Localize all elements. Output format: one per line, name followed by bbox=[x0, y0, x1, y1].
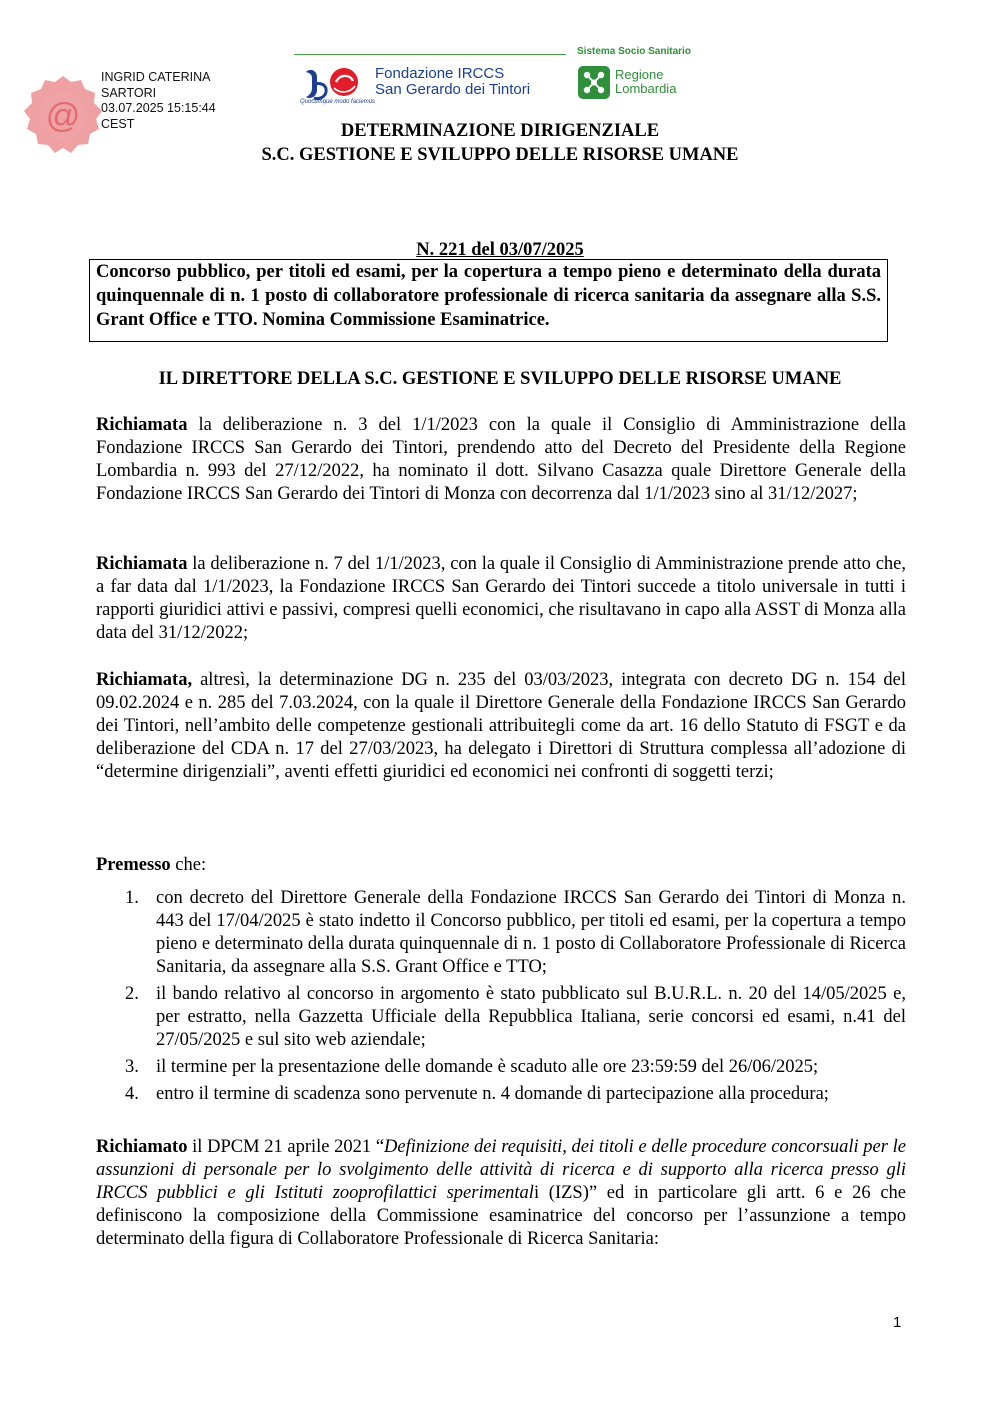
svg-text:@: @ bbox=[45, 97, 81, 135]
document-subtitle: S.C. GESTIONE E SVILUPPO DELLE RISORSE UMANE bbox=[261, 145, 739, 165]
list-item bbox=[96, 1083, 906, 1106]
paragraph-text: il DPCM 21 aprile 2021 “ bbox=[187, 1137, 385, 1157]
paragraph-text: che: bbox=[170, 855, 207, 875]
fondazione-name-line2: San Gerardo dei Tintori bbox=[375, 81, 531, 98]
fondazione-name-line1: Fondazione IRCCS bbox=[375, 65, 505, 82]
director-heading: IL DIRETTORE DELLA S.C. GESTIONE E SVILUPPO DELLE RISORSE UMANE bbox=[158, 369, 842, 389]
digital-signature-seal-icon bbox=[22, 74, 104, 156]
paragraph-text: altresì, la determinazione DG n. 235 del 03/03/2023, integrata con decreto DG n. 154 del 09.02.2024 e n. 285 del 7.03.2024, con la quale il Direttore Generale della Fondazione IRCCS San Gerardo dei Tintori, nell’ambito delle competenze gestionali attribuitegli come da art. 16 dello Statuto di FSGT e da deliberazione del CDA n. 17 del 27/03/2023, ha delegato i Direttori di Struttura complessa all’adozione di “determine dirigenziali”, aventi effetti giuridici ed economici nei confronti di soggetti terzi; bbox=[96, 670, 906, 782]
list-item-text: entro il termine di scadenza sono pervenute n. 4 domande di partecipazione alla procedura; bbox=[156, 1084, 829, 1104]
regione-name-line2: Lombardia bbox=[615, 81, 677, 96]
paragraph-text: la deliberazione n. 3 del 1/1/2023 con la quale il Consiglio di Amministrazione della Fondazione IRCCS San Gerardo dei Tintori, prendendo atto del Decreto del Presidente della Regione Lombardia n. 993 del 27/12/2022, ha nominato il dott. Silvano Casazza quale Direttore Generale della Fondazione IRCCS San Gerardo dei Tintori di Monza con decorrenza dal 1/1/2023 sino al 31/12/2027; bbox=[96, 415, 906, 504]
signature-timezone: CEST bbox=[101, 116, 135, 131]
paragraph-lead: Richiamato bbox=[96, 1137, 188, 1157]
list-item-text: il bando relativo al concorso in argomento è stato pubblicato sul B.U.R.L. n. 20 del 14/05/2025 e, per estratto, nella Gazzetta Ufficiale della Repubblica Italiana, serie concorsi ed esami, n.41 del 27/05/2025 e sul sito web aziendale; bbox=[156, 984, 906, 1050]
regione-name-line1: Regione bbox=[615, 67, 664, 82]
list-item-number: 1. bbox=[125, 888, 139, 908]
list-item-text: il termine per la presentazione delle domande è scaduto alle ore 23:59:59 del 26/06/2025; bbox=[156, 1057, 819, 1077]
paragraph-richiamato bbox=[96, 1136, 906, 1251]
sistema-socio-sanitario-label: Sistema Socio Sanitario bbox=[577, 46, 691, 57]
paragraph-richiamata-1 bbox=[96, 414, 906, 506]
paragraph-lead: Richiamata bbox=[96, 415, 188, 435]
page-number: 1 bbox=[893, 1314, 902, 1331]
paragraph-text-continued: i (IZS)” ed in particolare gli artt. 6 e 26 che definiscono la composizione della Commissione esaminatrice del concorso per l’assunzione a tempo determinato della figura di Collaboratore Professionale di Ricerca Sanitaria: bbox=[96, 1183, 906, 1249]
list-item bbox=[96, 887, 906, 979]
document-title: DETERMINAZIONE DIRIGENZIALE bbox=[340, 121, 660, 141]
list-item bbox=[96, 1056, 906, 1079]
paragraph-italic-title: Definizione dei requisiti, dei titoli e delle procedure concorsuali per le assunzioni di personale per lo svolgimento delle attività di ricerca e di supporto alla ricerca presso gli IRCCS pubblici e gli Istituti zooprofilattici sperimental bbox=[96, 1137, 906, 1203]
paragraph-premesso bbox=[96, 854, 906, 877]
paragraph-lead: Richiamata, bbox=[96, 670, 193, 690]
list-item-number: 3. bbox=[125, 1057, 139, 1077]
header-divider bbox=[294, 54, 566, 55]
subject-text: Concorso pubblico, per titoli ed esami, per la copertura a tempo pieno e determinato della durata quinquennale di n. 1 posto di collaboratore professionale di ricerca sanitaria da assegnare alla S.S. Grant Office e TTO. Nomina Commissione Esaminatrice. bbox=[96, 262, 881, 330]
determination-number: N. 221 del 03/07/2025 bbox=[416, 240, 584, 260]
regione-name bbox=[615, 68, 676, 96]
signer-name-line1: INGRID CATERINA bbox=[101, 70, 211, 84]
paragraph-lead: Premesso bbox=[96, 855, 171, 875]
motto-text: Quocumque modo faciemus bbox=[300, 99, 376, 105]
paragraph-richiamata-2 bbox=[96, 553, 906, 645]
list-item-number: 4. bbox=[125, 1084, 139, 1104]
fondazione-name bbox=[375, 66, 530, 98]
paragraph-richiamata-3 bbox=[96, 669, 906, 784]
premesso-list bbox=[96, 887, 906, 1110]
list-item-number: 2. bbox=[125, 984, 139, 1004]
list-item-text: con decreto del Direttore Generale della Fondazione IRCCS San Gerardo dei Tintori di Monza n. 443 del 17/04/2025 è stato indetto il Concorso pubblico, per titoli ed esami, per la copertura a tempo pieno e determinato della durata quinquennale di n. 1 posto di Collaboratore Professionale di Ricerca Sanitaria, da assegnare alla S.S. Grant Office e TTO; bbox=[156, 888, 906, 977]
signature-date: 03.07.2025 15:15:44 bbox=[101, 101, 216, 115]
regione-lombardia-logo-icon bbox=[578, 66, 610, 99]
paragraph-lead: Richiamata bbox=[96, 554, 188, 574]
list-item bbox=[96, 983, 906, 1052]
signer-name-line2: SARTORI bbox=[101, 85, 157, 100]
paragraph-text: la deliberazione n. 7 del 1/1/2023, con la quale il Consiglio di Amministrazione prende atto che, a far data dal 1/1/2023, la Fondazione IRCCS San Gerardo dei Tintori succede a titolo universale in tutti i rapporti giuridici attivi e passivi, compresi quelli economici, che risultavano in capo alla ASST di Monza alla data del 31/12/2022; bbox=[96, 554, 906, 643]
